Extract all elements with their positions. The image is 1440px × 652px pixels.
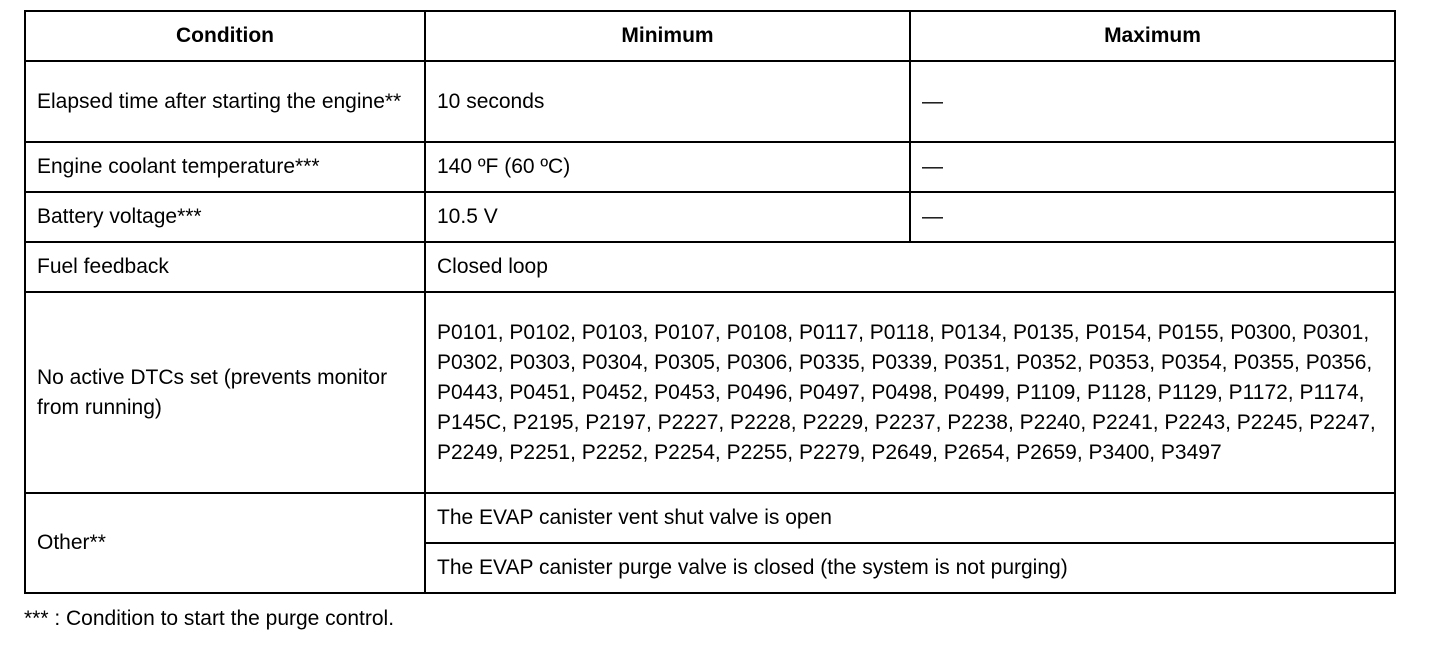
- header-minimum: Minimum: [425, 11, 910, 61]
- cell-other-value: The EVAP canister purge valve is closed (the system is not purging): [425, 543, 1395, 593]
- cell-condition: Elapsed time after starting the engine**: [25, 61, 425, 142]
- header-row: [25, 11, 1395, 61]
- cell-maximum: —: [910, 142, 1395, 192]
- row-fuel-feedback: [25, 242, 1395, 292]
- row-battery-voltage: [25, 192, 1395, 242]
- row-coolant-temperature: [25, 142, 1395, 192]
- cell-condition: Battery voltage***: [25, 192, 425, 242]
- cell-condition: Engine coolant temperature***: [25, 142, 425, 192]
- cell-minimum: 10 seconds: [425, 61, 910, 142]
- cell-minimum: 140 ºF (60 ºC): [425, 142, 910, 192]
- header-condition: Condition: [25, 11, 425, 61]
- cell-value: Closed loop: [425, 242, 1395, 292]
- header-maximum: Maximum: [910, 11, 1395, 61]
- cell-other-value: The EVAP canister vent shut valve is open: [425, 493, 1395, 543]
- cell-condition: No active DTCs set (prevents monitor from running): [25, 292, 425, 493]
- cell-maximum: —: [910, 192, 1395, 242]
- cell-condition: Fuel feedback: [25, 242, 425, 292]
- footnote: *** : Condition to start the purge control.: [24, 607, 395, 630]
- cell-dtc-list: P0101, P0102, P0103, P0107, P0108, P0117, P0118, P0134, P0135, P0154, P0155, P0300, P0301, P0302, P0303, P0304, P0305, P0306, P0335, P0339, P0351, P0352, P0353, P0354, P0355, P0356, P0443, P0451, P0452, P0453, P0496, P0497, P0498, P0499, P1109, P1128, P1129, P1172, P1174, P145C, P2195, P2197, P2227, P2228, P2229, P2237, P2238, P2240, P2241, P2243, P2245, P2247, P2249, P2251, P2252, P2254, P2255, P2279, P2649, P2654, P2659, P3400, P3497: [425, 292, 1395, 493]
- row-elapsed-time: [25, 61, 1395, 142]
- cell-minimum: 10.5 V: [425, 192, 910, 242]
- cell-maximum: —: [910, 61, 1395, 142]
- row-no-active-dtcs: [25, 292, 1395, 493]
- conditions-table: [24, 10, 1396, 594]
- cell-condition: Other**: [25, 493, 425, 593]
- row-other: [25, 493, 1395, 543]
